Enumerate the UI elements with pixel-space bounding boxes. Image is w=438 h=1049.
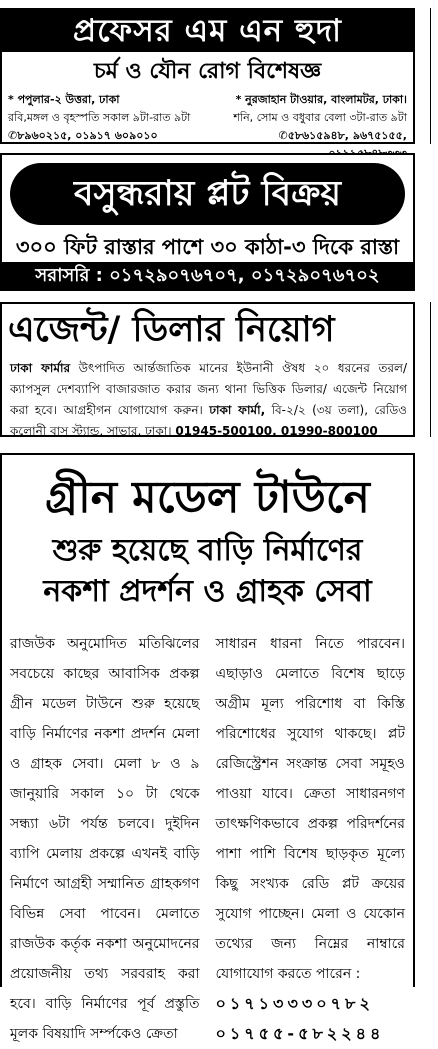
green-model-town-ad xyxy=(0,453,415,1043)
article-column-1: রাজউক অনুমোদিত মতিঝিলের সবচেয়ে কাছের আবাসিক প্রকল্প গ্রীন মডেল টাউনে শুরু হয়েছে বাড়ি নির্মাণের নকশা প্রদর্শন মেলা ও গ্রাহক সেবা। মেলা ৮ ও ৯ জানুয়ারি সকাল ১০ টা থেকে সন্ধ্যা ৬টা পর্যন্ত চলবে। দুইদিন ব্যাপি মেলায় প্রকল্পে এখনই বাড়ি নির্মাণে আগ্রহী সম্মানিত গ্রাহকগণ বিভিন্ন সেবা পাবেন। মেলাতে রাজউক কর্তৃক নকশা অনুমোদনের প্রয়োজনীয় তথ্য সরবরাহ করা হবে। বাড়ি নির্মাণের পূর্ব প্রস্তুতি মূলক বিষয়াদি সর্ম্পকেও ক্রেতা xyxy=(10,636,200,1042)
doctor-ad xyxy=(0,8,415,144)
contact-phone-2: ০১৭৫৫-৫৮২২৪৪ xyxy=(215,1024,385,1043)
right-hours: শনি, সোম ও বধুবার বেলা ৩টা-রাত ৯টা xyxy=(233,111,407,124)
adjacent-column-edge xyxy=(430,302,438,437)
plot-sale-ad xyxy=(0,153,415,291)
left-hours: রবি,মঙ্গল ও বৃহস্পতি সকাল ৯টা-রাত ৯টা xyxy=(8,111,191,124)
article-columns xyxy=(2,629,413,1049)
green-model-town-subtitle-2: নকশা প্রদর্শন ও গ্রাহক সেবা xyxy=(43,574,372,609)
phone-icon: ✆ xyxy=(278,129,288,142)
doctor-name-banner: প্রফেসর এম এন হুদা xyxy=(2,10,413,52)
chamber-hours xyxy=(2,109,413,127)
plot-sale-contact: সরাসরি : ০১৭২৯০৭৬৭০৭, ০১৭২৯০৭৬৭০২ xyxy=(2,262,413,289)
agent-dealer-body xyxy=(2,354,413,442)
green-model-town-title: গ্রীন মডেল টাউনে xyxy=(45,472,370,523)
plot-sale-details: ৩০০ ফিট রাস্তার পাশে ৩০ কাঠা-৩ দিকে রাস্তা xyxy=(15,235,400,259)
article-column-2-text: সাধারন ধারনা নিতে পারবেন। এছাড়াও মেলাতে বিশেষ ছাড়ে অগ্রীম মূল্য পরিশোধ বা কিস্তি পরিশোধের সুযোগ থাকছে। প্লট রেজিস্ট্রেশন সংক্রান্ত সেবা সমূহও পাওয়া যাবে। ক্রেতা সাধারনগণ তাৎক্ষণিকভাবে প্রকল্প পরিদর্শনের পাশা পাশি বিশেষ ছাড়কৃত মূল্যে কিছু সংখ্যক রেডি প্লট ক্রয়ের সুযোগ পাচ্ছেন। মেলা ও যেকোন তথ্যের জন্য নিম্নের নাম্বারে যোগাযোগ করতে পারেন : xyxy=(215,636,405,982)
right-location: * নুরজাহান টাওয়ার, বাংলামটর, ঢাকা। xyxy=(235,93,407,106)
agent-dealer-ad xyxy=(0,302,415,437)
doctor-specialty: চর্ম ও যৌন রোগ বিশেষজ্ঞ xyxy=(93,59,322,84)
article-column-2 xyxy=(215,629,405,1049)
left-phone-text: ৮৯৬০২১৫, ০১৯১৭ ৬০৯০১০ xyxy=(17,129,158,142)
column-gutter xyxy=(200,629,216,1049)
agent-dealer-title: এজেন্ট/ ডিলার নিয়োগ xyxy=(8,310,335,350)
left-location: * পপুলার-২ উত্তরা, ঢাকা xyxy=(8,93,120,106)
green-model-town-subtitle-1: শুরু হয়েছে বাড়ি নির্মাণের xyxy=(52,533,363,568)
phone-icon: ✆ xyxy=(8,129,18,142)
contact-phones: 01945-500100, 01990-800100 xyxy=(175,424,378,438)
body-text: উৎপাদিত আর্ন্তজাতিক মানের ইউনানী ঔষধ ২০ ধরনের তরল/ ক্যাপসুল দেশব্যাপি বাজারজাত করার জন্য থানা ভিত্তিক ডিলার/ এজেন্ট নিয়োগ করা হবে। আগ্রহীগন যোগাযোগ করুন। xyxy=(10,361,407,417)
company-name: ঢাকা ফার্মার xyxy=(10,361,71,375)
company-name-2: ঢাকা ফার্মা, xyxy=(209,403,266,417)
adjacent-column-edge xyxy=(430,8,438,144)
chamber-locations xyxy=(2,91,413,109)
contact-phone-1: ০১৭১৩৩৩০৭৮২ xyxy=(215,994,374,1013)
address-text: বি-২/২ (৩য় তলা), রেডিও কলোনী বাস স্ট্যান্ড, সাভার, ঢাকা। xyxy=(10,403,408,438)
plot-sale-title: বসুন্ধরায় প্লট বিক্রয় xyxy=(10,163,405,225)
right-phone-text: ৫৮৬১৫৯৪৮, ৯৬৭৫১৫৫, xyxy=(287,129,407,142)
